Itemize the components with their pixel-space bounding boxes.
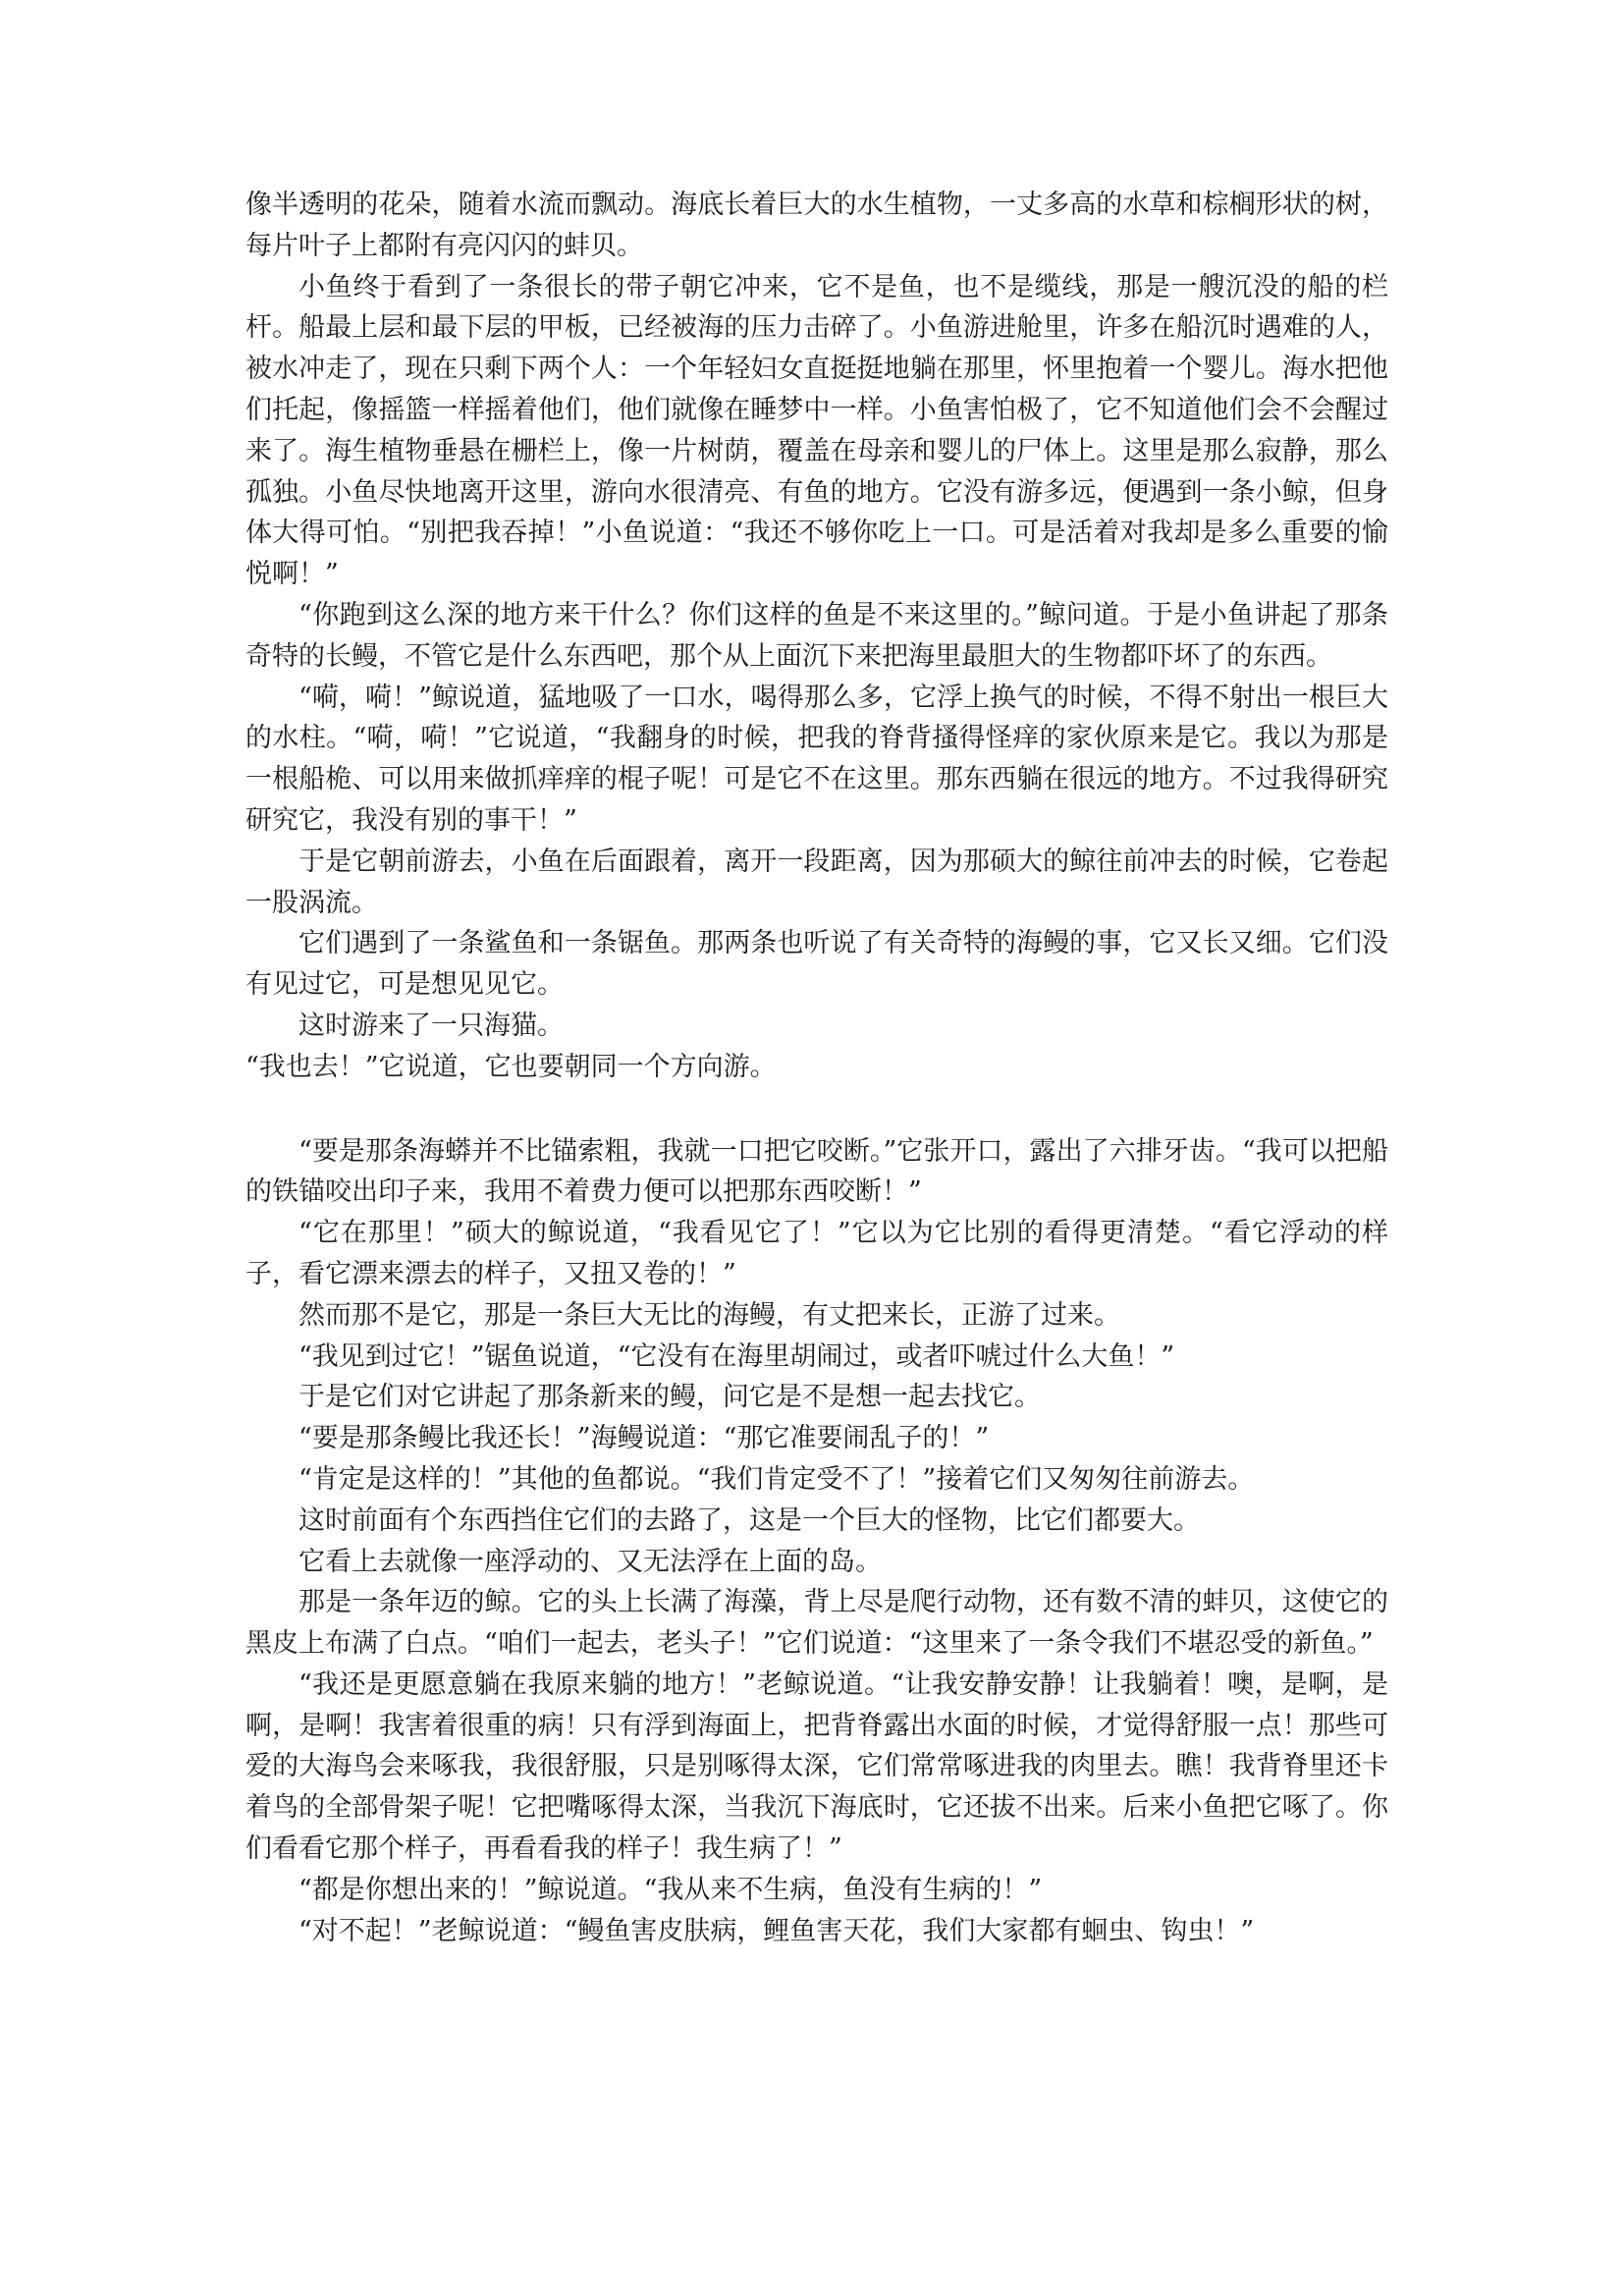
paragraph-10: “它在那里！”硕大的鲸说道，“我看见它了！”它以为它比别的看得更清楚。“看它浮动的样子，看它漂来漂去的样子，又扭又卷的！” [245, 1218, 1388, 1289]
paragraph-14: “要是那条鳗比我还长！”海鳗说道：“那它准要闹乱子的！” [298, 1423, 990, 1454]
paragraph-6: 它们遇到了一条鲨鱼和一条锯鱼。那两条也听说了有关奇特的海鳗的事，它又长又细。它们没有见过它，可是想见见它。 [245, 928, 1388, 1001]
paragraph-7: 这时游来了一只海猫。 [298, 1010, 564, 1041]
paragraph-12: “我见到过它！”锯鱼说道，“它没有在海里胡闹过，或者吓唬过什么大鱼！” [298, 1340, 1175, 1372]
paragraph-16: 这时前面有个东西挡住它们的去路了，这是一个巨大的怪物，比它们都要大。 [298, 1504, 1200, 1536]
paragraph-20: “都是你想出来的！”鲸说道。“我从来不生病，鱼没有生病的！” [298, 1874, 1043, 1905]
paragraph-13: 于是它们对它讲起了那条新来的鳗，问它是不是想一起去找它。 [298, 1382, 1041, 1413]
paragraph-18: 那是一条年迈的鲸。它的头上长满了海藻，背上尽是爬行动物，还有数不清的蚌贝，这使它的黑皮上布满了白点。“咱们一起去，老头子！”它们说道：“这里来了一条令我们不堪忍受的新鱼。” [245, 1587, 1388, 1660]
paragraph-19: “我还是更愿意躺在我原来躺的地方！”老鲸说道。“让我安静安静！让我躺着！噢，是啊，是啊，是啊！我害着很重的病！只有浮到海面上，把背脊露出水面的时候，才觉得舒服一点！那些可爱的大海鸟会来啄我，我很舒服，只是别啄得太深，它们常常啄进我的肉里去。瞧！我背脊里还卡着鸟的全部骨架子呢！它把嘴啄得太深，当我沉下海底时，它还拔不出来。后来小鱼把它啄了。你们看看它那个样子，再看看我的样子！我生病了！” [245, 1668, 1388, 1865]
paragraph-9: “要是那条海蟒并不比锚索粗，我就一口把它咬断。”它张开口，露出了六排牙齿。“我可以把船的铁锚咬出印子来，我用不着费力便可以把那东西咬断！” [245, 1135, 1388, 1208]
paragraph-11: 然而那不是它，那是一条巨大无比的海鳗，有丈把来长，正游了过来。 [298, 1299, 1120, 1331]
paragraph-8: “我也去！”它说道，它也要朝同一个方向游。 [245, 1051, 777, 1082]
story-text [245, 185, 1388, 1951]
paragraph-4: “嗬，嗬！”鲸说道，猛地吸了一口水，喝得那么多，它浮上换气的时候，不得不射出一根巨大的水柱。“嗬，嗬！”它说道，“我翻身的时候，把我的脊背搔得怪痒的家伙原来是它。我以为那是一根船桅、可以用来做抓痒痒的棍子呢！可是它不在这里。那东西躺在很远的地方。不过我得研究研究它，我没有别的事干！” [245, 682, 1388, 836]
paragraph-5: 于是它朝前游去，小鱼在后面跟着，离开一段距离，因为那硕大的鲸往前冲去的时候，它卷起一股涡流。 [245, 846, 1388, 918]
paragraph-3: “你跑到这么深的地方来干什么？你们这样的鱼是不来这里的。”鲸问道。于是小鱼讲起了那条奇特的长鳗，不管它是什么东西吧，那个从上面沉下来把海里最胆大的生物都吓坏了的东西。 [245, 599, 1388, 672]
paragraph-17: 它看上去就像一座浮动的、又无法浮在上面的岛。 [298, 1546, 882, 1577]
paragraph-15: “肯定是这样的！”其他的鱼都说。“我们肯定受不了！”接着它们又匆匆往前游去。 [298, 1463, 1255, 1495]
paragraph-1: 像半透明的花朵，随着水流而飘动。海底长着巨大的水生植物，一丈多高的水草和棕榈形状的树，每片叶子上都附有亮闪闪的蚌贝。 [245, 190, 1388, 261]
paragraph-21: “对不起！”老鲸说道：“鳗鱼害皮肤病，鲤鱼害天花，我们大家都有蛔虫、钩虫！” [298, 1915, 1255, 1946]
paragraph-2: 小鱼终于看到了一条很长的带子朝它冲来，它不是鱼，也不是缆线，那是一艘沉没的船的栏杆。船最上层和最下层的甲板，已经被海的压力击碎了。小鱼游进舱里，许多在船沉时遇难的人，被水冲走了，现在只剩下两个人：一个年轻妇女直挺挺地躺在那里，怀里抱着一个婴儿。海水把他们托起，像摇篮一样摇着他们，他们就像在睡梦中一样。小鱼害怕极了，它不知道他们会不会醒过来了。海生植物垂悬在栅栏上，像一片树荫，覆盖在母亲和婴儿的尸体上。这里是那么寂静，那么孤独。小鱼尽快地离开这里，游向水很清亮、有鱼的地方。它没有游多远，便遇到一条小鲸，但身体大得可怕。“别把我吞掉！”小鱼说道：“我还不够你吃上一口。可是活着对我却是多么重要的愉悦啊！” [245, 271, 1388, 590]
